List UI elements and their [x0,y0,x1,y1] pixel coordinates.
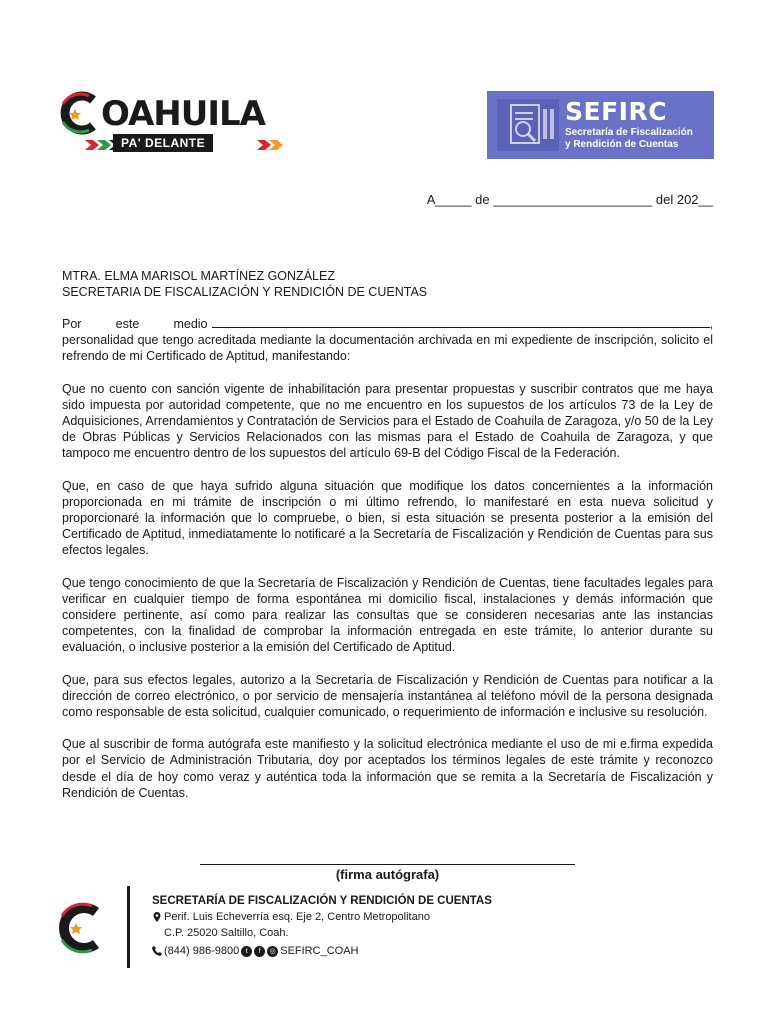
paragraph-notification: Que, para sus efectos legales, autorizo a la Secretaría de Fiscalización y Rendición de Cuentas para notificar a la dirección de correo electrónico, o por servicio de mensajería instantánea al teléfono móvil de la persona designada como responsable de esta solicitud, cualquier comunicado, o requerimiento de información e inclusive su resolución. [62,672,713,720]
coahuila-c-icon [55,90,101,136]
intro-lead: Por este medio [62,317,208,331]
coahuila-tagline: PA' DELANTE [113,134,213,152]
sefirc-logo [487,91,714,159]
footer-social-handle[interactable]: SEFIRC_COAH [280,945,359,957]
facebook-icon[interactable]: f [254,946,265,957]
sefirc-subtitle: Secretaría de Fiscalización y Rendición de Cuentas [565,127,693,150]
footer-coahuila-c-icon [54,898,104,958]
footer-contact [152,893,492,959]
signature-label: (firma autógrafa) [335,867,440,882]
paragraph-changes: Que, en caso de que haya sufrido alguna situación que modifique los datos concernientes a la información proporcionada en mi trámite de inscripción o mi último refrendo, lo manifestaré en esta nueva solicitud y proporcionaré la información que lo compruebe, o bien, si esta situación se presenta posterior a la emisión del Certificado de Aptitud, inmediatamente lo notificaré a la Secretaría de Fiscalización y Rendición de Cuentas para sus efectos legales. [62,478,713,558]
document-body [62,316,713,817]
footer-address-line1: Perif. Luis Echeverría esq. Eje 2, Centro Metropolitano [164,911,430,923]
document-header [55,88,715,164]
name-blank-line [212,317,710,328]
twitter-icon[interactable]: t [241,946,252,957]
coahuila-logo [55,90,275,156]
sefirc-title: SEFIRC [565,97,668,126]
addressee-block [62,268,712,300]
footer-address-line2: C.P. 25020 Saltillo, Coah. [164,927,289,939]
intro-paragraph: Por este medio , personalidad que tengo acreditada mediante la documentación archivada en mi expediente de inscripción, solicito el refrendo de mi Certificado de Aptitud, manifestando: [62,317,713,364]
addressee-position: SECRETARIA DE FISCALIZACIÓN Y RENDICIÓN DE CUENTAS [62,285,428,299]
phone-icon [152,946,162,956]
intro-rest: personalidad que tengo acreditada mediante la documentación archivada en mi expediente de inscripción, solicito el refrendo de mi Certificado de Aptitud, manifestando: [62,333,713,364]
location-pin-icon [152,912,162,922]
paragraph-sanction: Que no cuento con sanción vigente de inhabilitación para presentar propuestas y suscribir contratos que me haya sido impuesta por autoridad competente, que no me encuentro en los supuestos de los artículos 73 de la Ley de Adquisiciones, Arrendamientos y Contratación de Servicios para el Estado de Coahuila de Zaragoza, y/o 50 de la Ley de Obras Públicas y Servicios Relacionados con las mismas para el Estado de Coahuila de Zaragoza, y que tampoco me encuentro dentro de los supuestos del artículo 69-B del Código Fiscal de la Federación. [62,381,713,461]
footer-phone: (844) 986-9800 [164,945,240,957]
document-search-icon [497,99,559,151]
footer-title: SECRETARÍA DE FISCALIZACIÓN Y RENDICIÓN DE CUENTAS [152,895,492,907]
footer-divider [127,886,130,968]
paragraph-efirma: Que al suscribir de forma autógrafa este manifiesto y la solicitud electrónica mediante el uso de mi e.firma expedida por el Servicio de Administración Tributaria, doy por aceptados los términos legales de este trámite y reconozco desde el día de hoy como veraz y auténtica toda la información que se remita a la Secretaría de Fiscalización y Rendición de Cuentas. [62,737,713,800]
signature-line [200,864,575,865]
coahuila-wordmark: OAHUILA [101,94,265,134]
addressee-name: MTRA. ELMA MARISOL MARTÍNEZ GONZÁLEZ [62,269,335,283]
paragraph-verification: Que tengo conocimiento de que la Secretaría de Fiscalización y Rendición de Cuentas, tiene facultades legales para verificar en cualquier tiempo de forma espontánea mi domicilio fiscal, instalaciones y demás información que considere pertinente, así como para realizar las consultas que se consideren necesarias ante las instancias competentes, con la finalidad de comprobar la información entregada en este trámite, lo anterior durante su evaluación, o inclusive posterior a la emisión del Certificado de Aptitud. [62,575,713,655]
instagram-icon[interactable]: ◎ [267,946,278,957]
dateline: A_____ de ______________________ del 202__ [426,192,713,207]
